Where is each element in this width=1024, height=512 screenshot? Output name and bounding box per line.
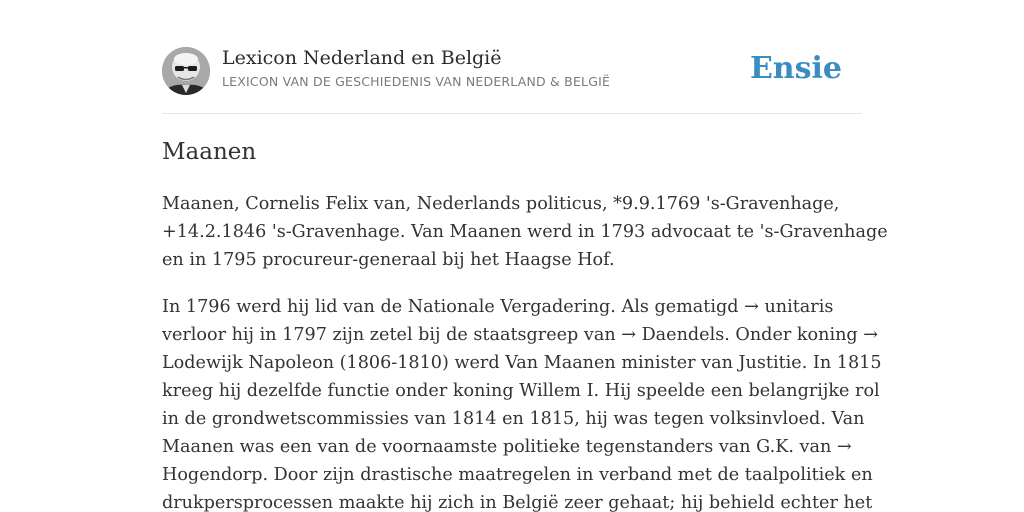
site-name-link[interactable]: Lexicon Nederland en België <box>222 47 502 69</box>
text-line: drukpersprocessen maakte hij zich in België zeer gehaat; hij behield echter het <box>162 493 873 512</box>
article-title: Maanen <box>162 139 257 165</box>
article-paragraph <box>162 293 882 512</box>
ensie-logo-link[interactable]: Ensie <box>749 51 842 86</box>
text-line: In 1796 werd hij lid van de Nationale Vergadering. Als gematigd → unitaris <box>162 297 834 317</box>
text-line: Maanen, Cornelis Felix van, Nederlands politicus, *9.9.1769 's-Gravenhage, <box>162 194 840 214</box>
site-subtitle: LEXICON VAN DE GESCHIEDENIS VAN NEDERLAND & BELGIË <box>222 74 611 89</box>
text-line: en in 1795 procureur-generaal bij het Haagse Hof. <box>162 250 615 270</box>
portrait-image <box>162 47 210 95</box>
text-line: Lodewijk Napoleon (1806-1810) werd Van Maanen minister van Justitie. In 1815 <box>162 353 882 373</box>
text-line: kreeg hij dezelfde functie onder koning Willem I. Hij speelde een belangrijke rol <box>162 381 880 401</box>
text-line: verloor hij in 1797 zijn zetel bij de staatsgreep van → Daendels. Onder koning → <box>162 325 879 345</box>
author-avatar[interactable] <box>162 47 210 95</box>
content-container <box>162 0 888 512</box>
text-line: in de grondwetscommissies van 1814 en 1815, hij was tegen volksinvloed. Van <box>162 409 865 429</box>
article-paragraph <box>162 190 888 274</box>
header <box>162 0 862 114</box>
text-line: Maanen was een van de voornaamste politieke tegenstanders van G.K. van → <box>162 437 852 457</box>
article-body <box>162 190 888 512</box>
text-line: Hogendorp. Door zijn drastische maatregelen in verband met de taalpolitiek en <box>162 465 873 485</box>
text-line: +14.2.1846 's-Gravenhage. Van Maanen werd in 1793 advocaat te 's-Gravenhage <box>162 222 888 242</box>
